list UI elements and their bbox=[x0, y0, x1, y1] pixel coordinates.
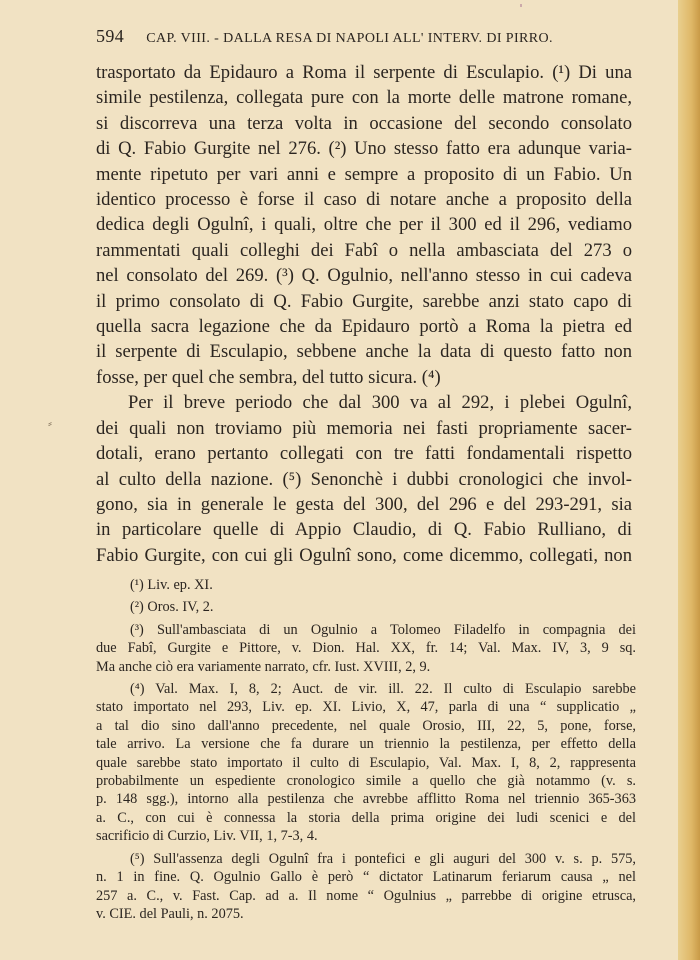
text-line: simile pestilenza, collegata pure con la morte delle matrone romane, bbox=[96, 87, 632, 109]
footnote-2 bbox=[96, 598, 636, 616]
text-line: rammentati quali colleghi dei Fabî o nella ambasciata del 273 o bbox=[96, 239, 632, 261]
footnote-line: p. 148 sgg.), intorno alla pestilenza che avrebbe afflitto Roma nel triennio 365-363 bbox=[96, 791, 636, 808]
footnote-line bbox=[96, 850, 636, 868]
paragraph-1 bbox=[96, 60, 632, 390]
footnote-text: Val. Max. I, 8, 2; Auct. de vir. ill. 22. Il culto di Esculapio sarebbe bbox=[155, 681, 636, 698]
running-title: CAP. VIII. - DALLA RESA DI NAPOLI ALL' INTERV. DI PIRRO. bbox=[146, 31, 553, 46]
footnote-4 bbox=[96, 680, 636, 846]
text-line: quella sacra legazione che da Epidauro portò a Roma la pietra ed bbox=[96, 316, 632, 338]
text-line: di Q. Fabio Gurgite nel 276. (²) Uno stesso fatto era adunque varia- bbox=[96, 138, 632, 160]
footnote-line bbox=[96, 621, 636, 639]
footnote-text: Sull'assenza degli Ogulnî fra i pontefici e gli auguri del 300 v. s. p. 575, bbox=[153, 850, 636, 867]
paragraph-2 bbox=[96, 390, 632, 568]
text-line: trasportato da Epidauro a Roma il serpente di Esculapio. (¹) Di una bbox=[96, 62, 632, 83]
footnote-line: Ma anche ciò era variamente narrato, cfr. Iust. XVIII, 2, 9. bbox=[96, 658, 431, 675]
footnote-line: 257 a. C., v. Fast. Cap. ad a. Il nome “ Ogulnius „ parrebbe di origine etrusca, bbox=[96, 887, 636, 904]
footnote-marker: (³) bbox=[130, 621, 144, 638]
text-line: mente ripetuto per vari anni e sempre a proposito di un Fabio. Un bbox=[96, 163, 632, 185]
footnote-line: due Fabî, Gurgite e Pittore, v. Dion. Hal. XX, fr. 14; Val. Max. IV, 3, 9 sq. bbox=[96, 640, 636, 657]
margin-mark: ⸗ bbox=[48, 416, 52, 430]
footnote-text: Sull'ambasciata di un Ogulnio a Tolomeo Filadelfo in compagnia dei bbox=[156, 621, 636, 638]
text-line: si discorreva una terza volta in occasione del secondo consolato bbox=[96, 112, 632, 134]
footnote-text: Oros. IV, 2. bbox=[147, 599, 214, 616]
footnote-marker: (¹) bbox=[130, 577, 144, 593]
footnote-line bbox=[96, 576, 636, 594]
text-line: in particolare quelle di Appio Claudio, di Q. Fabio Rulliano, di bbox=[96, 519, 632, 541]
footnote-line: a tal dio sino dall'anno precedente, nel quale Orosio, III, 22, 5, pone, forse, bbox=[96, 717, 636, 734]
page-edge-shadow bbox=[678, 0, 700, 960]
footnote-marker: (²) bbox=[130, 599, 144, 616]
footnote-line: stato importato nel 293, Liv. ep. XI. Livio, X, 47, parla di una “ supplicatio „ bbox=[96, 699, 636, 716]
text-line: il primo consolato di Q. Fabio Gurgite, sarebbe anzi stato capo di bbox=[96, 290, 632, 312]
footnote-line: probabilmente un espediente cronologico simile a quello che già notammo (v. s. bbox=[96, 773, 636, 790]
footnote-line: v. CIE. del Pauli, n. 2075. bbox=[96, 905, 244, 922]
main-text bbox=[96, 60, 632, 568]
footnote-line bbox=[96, 598, 636, 616]
text-line: dotali, erano pertanto collegati con tre fatti fondamentali rispetto bbox=[96, 443, 632, 465]
page-number: 594 bbox=[96, 26, 125, 46]
text-line: Fabio Gurgite, con cui gli Ogulnî sono, come dicemmo, collegati, non bbox=[96, 544, 632, 566]
text-line: fosse, per quel che sembra, del tutto sicura. (⁴) bbox=[96, 366, 441, 388]
footnote-line: sacrificio di Curzio, Liv. VII, 1, 7-3, 4. bbox=[96, 828, 318, 845]
footnote-1 bbox=[96, 576, 636, 594]
footnote-text: Liv. ep. XI. bbox=[147, 577, 213, 593]
text-line: nel consolato del 269. (³) Q. Ogulnio, nell'anno stesso in cui cadeva bbox=[96, 265, 632, 287]
footnote-marker: (⁵) bbox=[130, 850, 145, 867]
text-line: dei quali non troviamo più memoria nei fasti propriamente sacer- bbox=[96, 417, 632, 439]
footnote-line: tale arrivo. La versione che fa durare un triennio la pestilenza, per effetto della bbox=[96, 736, 636, 753]
text-line: Per il breve periodo che dal 300 va al 292, i plebei Ogulnî, bbox=[128, 392, 632, 414]
footnote-3 bbox=[96, 621, 636, 676]
running-header bbox=[96, 26, 616, 47]
text-line: al culto della nazione. (⁵) Senonchè i dubbi cronologici che invol- bbox=[96, 468, 632, 490]
text-line: gono, sia in generale le gesta del 300, del 296 e del 293-291, sia bbox=[96, 493, 632, 515]
paper-speck bbox=[520, 4, 522, 7]
footnote-5 bbox=[96, 850, 636, 924]
footnote-line: quale sarebbe stato importato il culto di Esculapio, Val. Max. I, 8, 2, rappresenta bbox=[96, 754, 636, 771]
text-line: dedica degli Ogulnî, i quali, oltre che per il 300 ed il 296, vediamo bbox=[96, 214, 632, 236]
footnote-marker: (⁴) bbox=[130, 681, 145, 698]
footnotes bbox=[96, 576, 636, 927]
footnote-line: n. 1 in fine. Q. Ogulnio Gallo è però “ dictator Latinarum feriarum causa „ nel bbox=[96, 869, 636, 886]
footnote-line: a. C., con cui è connessa la storia della prima origine dei ludi scenici e del bbox=[96, 809, 636, 826]
text-line: identico processo è forse il caso di notare anche a proposito della bbox=[96, 189, 632, 211]
text-line: il serpente di Esculapio, sebbene anche la data di questo fatto non bbox=[96, 341, 632, 363]
footnote-line bbox=[96, 680, 636, 698]
